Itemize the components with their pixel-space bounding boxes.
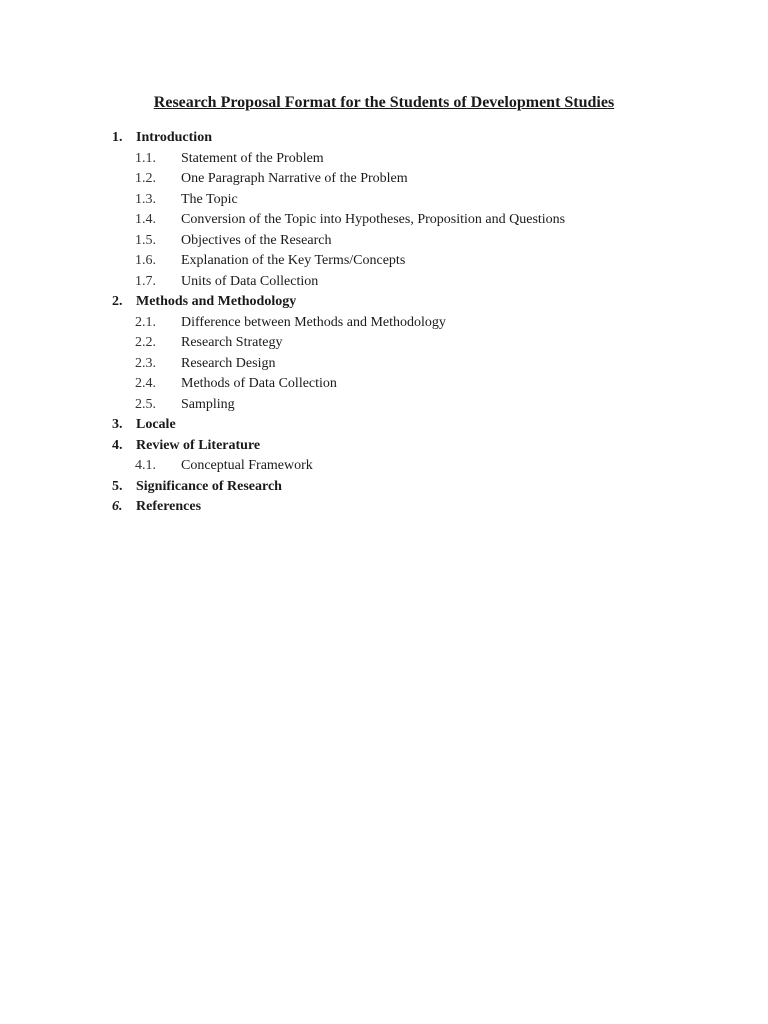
subsection-label: The Topic	[181, 191, 238, 207]
subsection-label: Units of Data Collection	[181, 273, 319, 289]
section-label: Significance of Research	[136, 478, 282, 494]
outline-subsection-item	[112, 313, 712, 334]
outline-subsection-item	[112, 272, 712, 293]
section-number: 4.	[112, 437, 123, 453]
section-number: 3.	[112, 417, 123, 432]
outline-subsection-item	[112, 210, 712, 231]
subsection-number: 2.5.	[135, 396, 156, 412]
subsection-number: 2.3.	[135, 355, 156, 371]
outline-subsection-item	[112, 395, 712, 416]
document-title: Research Proposal Format for the Students of Development Studies	[153, 94, 615, 111]
subsection-label: Statement of the Problem	[181, 150, 324, 166]
subsection-label: Research Design	[181, 355, 276, 371]
section-number: 5.	[112, 478, 123, 494]
outline-subsection-item	[112, 169, 712, 190]
section-label: Review of Literature	[136, 437, 261, 453]
proposal-outline	[112, 128, 712, 518]
outline-subsection-item	[112, 251, 712, 272]
outline-subsection-item	[112, 374, 712, 395]
subsection-number: 1.2.	[135, 171, 156, 186]
subsection-number: 4.1.	[135, 458, 156, 473]
outline-section-references	[112, 497, 712, 518]
subsection-number: 1.4.	[135, 212, 156, 227]
outline-subsection-item	[112, 456, 712, 477]
section-label: Locale	[136, 417, 176, 432]
section-label: Methods and Methodology	[136, 294, 297, 309]
subsection-label: Difference between Methods and Methodology	[181, 314, 446, 330]
subsection-number: 1.5.	[135, 232, 156, 248]
outline-subsection-item	[112, 190, 712, 211]
outline-subsection-item	[112, 333, 712, 354]
outline-subsection-item	[112, 149, 712, 170]
subsection-number: 2.4.	[135, 376, 156, 391]
subsection-number: 1.3.	[135, 191, 156, 207]
subsection-number: 1.7.	[135, 273, 156, 289]
outline-section-locale	[112, 415, 712, 436]
subsection-label: One Paragraph Narrative of the Problem	[181, 171, 408, 186]
subsection-number: 1.6.	[135, 253, 156, 268]
section-number: 6.	[112, 499, 123, 514]
subsection-label: Conversion of the Topic into Hypotheses, Proposition and Questions	[181, 212, 566, 227]
subsection-number: 2.2.	[135, 335, 156, 350]
subsection-label: Sampling	[181, 396, 235, 412]
subsection-number: 2.1.	[135, 314, 156, 330]
section-number: 2.	[112, 294, 123, 309]
outline-subsection-item	[112, 354, 712, 375]
outline-section-significance	[112, 477, 712, 498]
subsection-label: Methods of Data Collection	[181, 376, 337, 391]
subsection-label: Conceptual Framework	[181, 458, 313, 473]
subsection-label: Research Strategy	[181, 335, 283, 350]
subsection-label: Explanation of the Key Terms/Concepts	[181, 253, 406, 268]
section-label: References	[136, 499, 202, 514]
outline-subsection-item	[112, 231, 712, 252]
subsection-number: 1.1.	[135, 150, 156, 166]
outline-section-introduction	[112, 128, 712, 149]
section-number: 1.	[112, 130, 123, 145]
outline-section-methods	[112, 292, 712, 313]
outline-section-review-of-literature	[112, 436, 712, 457]
subsection-label: Objectives of the Research	[181, 232, 332, 248]
section-label: Introduction	[136, 130, 212, 145]
